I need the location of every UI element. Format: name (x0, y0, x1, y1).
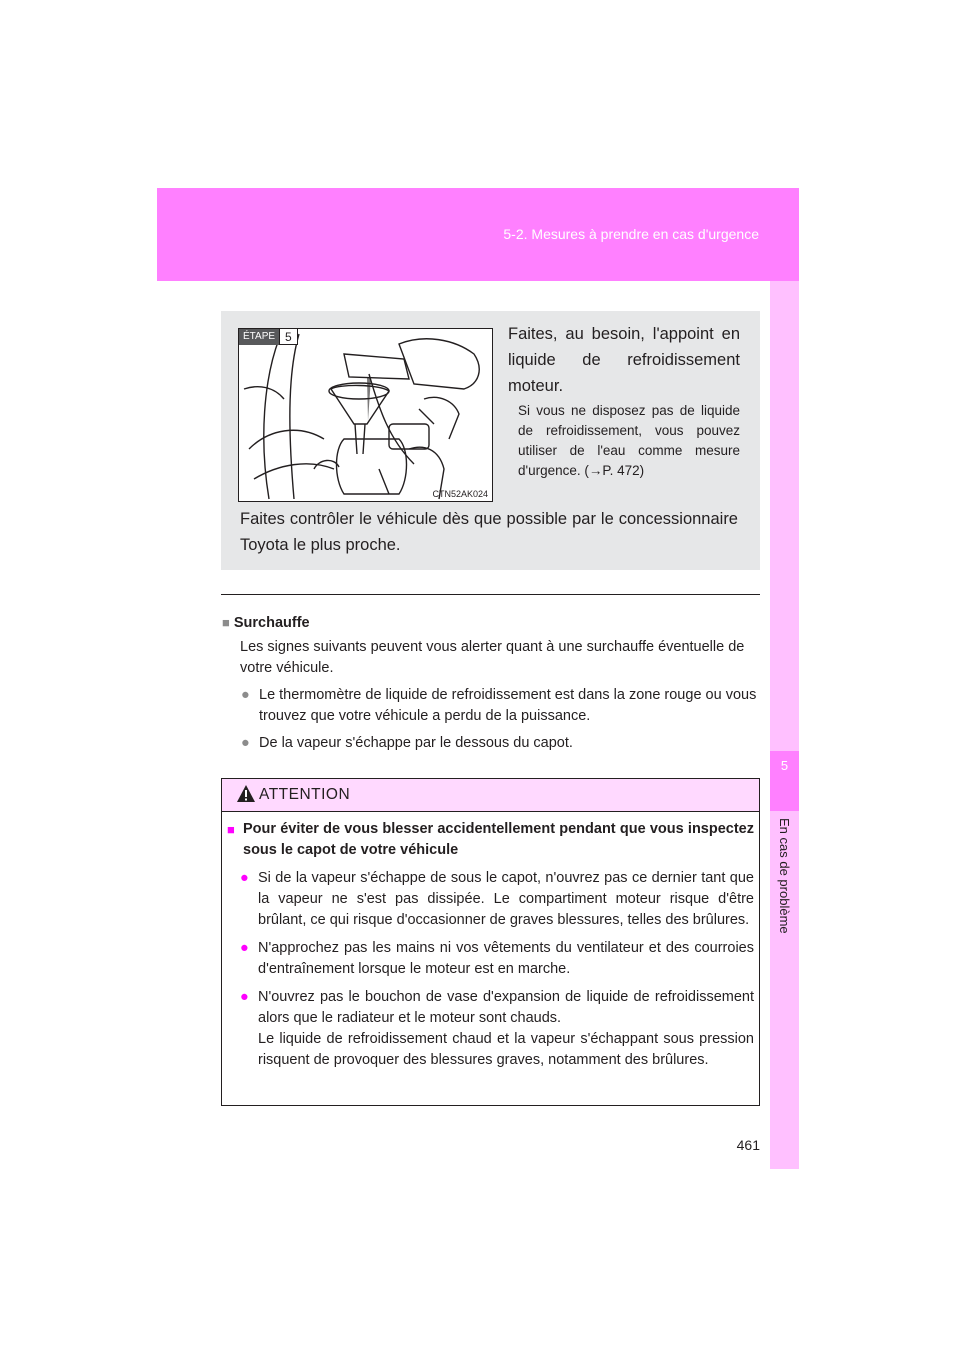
warning-triangle-icon (236, 784, 256, 804)
attention-bullet-extra: Le liquide de refroidissement chaud et la vapeur s'échappant sous pression risquent de provoquer des blessures graves, notamment des brûlures. (258, 1031, 754, 1068)
attention-bullet-text: N'approchez pas les mains ni vos vêtements du ventilateur et des courroies d'entraînement lorsque le moteur est en marche. (258, 940, 754, 977)
chapter-label: En cas de problème (777, 818, 792, 934)
chapter-number: 5 (780, 758, 789, 773)
list-item (227, 938, 754, 980)
bullet-dot-icon: ● (240, 940, 249, 956)
overheat-bullet-text: De la vapeur s'échappe par le dessous du capot. (259, 735, 573, 751)
illustration-code: CTN52AK024 (432, 489, 488, 499)
overheat-bullet-text: Le thermomètre de liquide de refroidissement est dans la zone rouge ou vous trouvez que votre véhicule a perdu de la puissance. (259, 687, 757, 724)
overheat-intro: Les signes suivants peuvent vous alerter quant à une surchauffe éventuelle de votre véhicule. (240, 639, 745, 676)
attention-title (227, 819, 754, 861)
attention-heading: ATTENTION (259, 786, 351, 803)
attention-box (221, 778, 760, 1106)
attention-body (227, 819, 754, 1071)
coolant-refill-illustration (238, 328, 493, 502)
bullet-dot-icon: ● (241, 687, 250, 703)
attention-title-text: Pour éviter de vous blesser accidentellement pendant que vous inspectez sous le capot de votre véhicule (243, 821, 754, 858)
step-note: Si vous ne disposez pas de liquide de refroidissement, vous pouvez utiliser de l'eau comme mesure d'urgence. (→P. 472) (518, 403, 740, 478)
step-badge-number: 5 (279, 329, 298, 345)
bullet-dot-icon: ● (241, 735, 250, 751)
page-number: 461 (736, 1137, 760, 1153)
overheat-title-row (222, 612, 759, 634)
list-item (241, 685, 759, 727)
chapter-tab-marker (770, 751, 799, 811)
square-bullet-icon: ■ (222, 615, 230, 630)
bullet-dot-icon: ● (240, 989, 249, 1005)
section-header: 5-2. Mesures à prendre en cas d'urgence (503, 226, 759, 242)
list-item (227, 868, 754, 931)
square-bullet-icon: ■ (227, 822, 235, 837)
step-footer: Faites contrôler le véhicule dès que possible par le concessionnaire Toyota le plus proche. (240, 510, 738, 554)
header-band (157, 188, 799, 281)
attention-header (222, 779, 759, 812)
engine-funnel-drawing (239, 329, 492, 501)
list-item (241, 733, 759, 754)
section-divider (221, 594, 760, 595)
chapter-side-tab (770, 281, 799, 1169)
step-box (221, 311, 760, 570)
attention-bullet-text: Si de la vapeur s'échappe de sous le capot, n'ouvrez pas ce dernier tant que la vapeur ne s'est pas dissipée. Le compartiment moteur risque d'être brûlant, ce qui risque d'occasionner de graves blessures, telles des brûlures. (258, 870, 754, 928)
step-instruction: Faites, au besoin, l'appoint en liquide de refroidissement moteur. (508, 325, 740, 395)
step-badge (239, 329, 298, 345)
bullet-dot-icon: ● (240, 870, 249, 886)
overheat-title: Surchauffe (233, 615, 310, 631)
list-item (227, 987, 754, 1071)
attention-bullet-text: N'ouvrez pas le bouchon de vase d'expansion de liquide de refroidissement alors que le radiateur et le moteur sont chauds. (258, 989, 754, 1026)
step-badge-label: ÉTAPE (239, 329, 279, 345)
overheat-section (222, 612, 759, 754)
